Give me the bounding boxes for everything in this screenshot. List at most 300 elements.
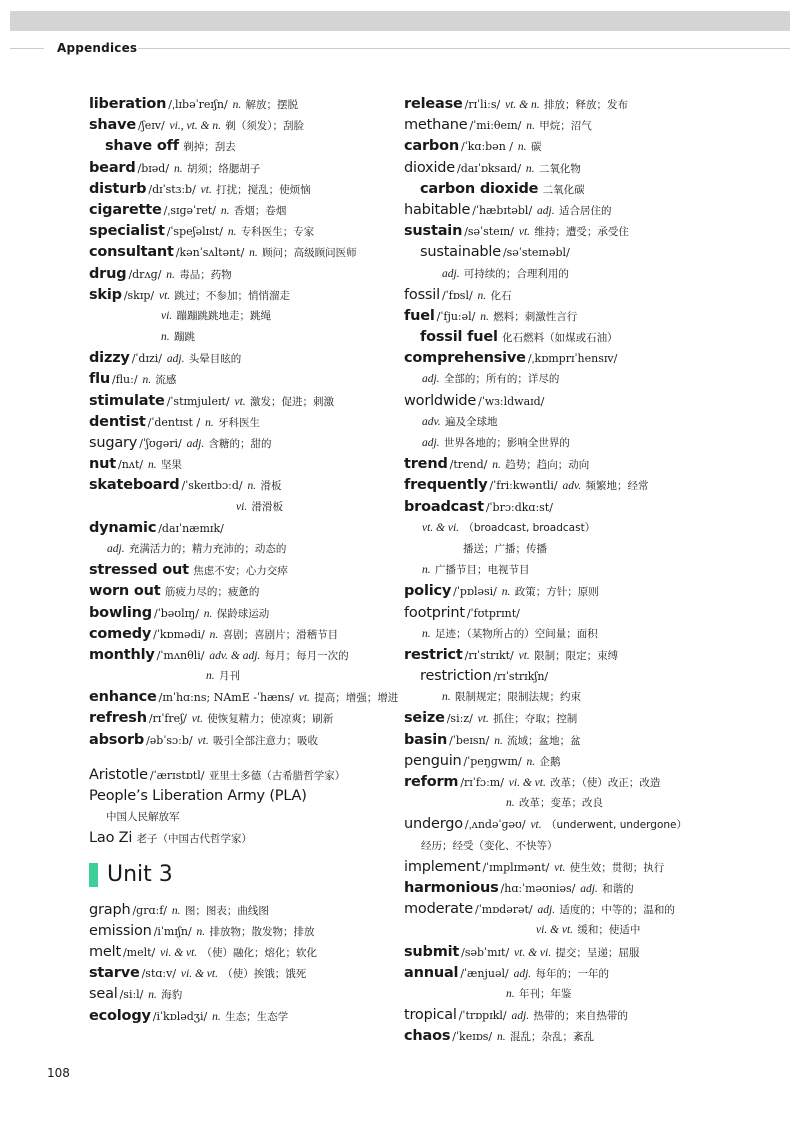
part-of-speech: vt.	[231, 395, 246, 408]
vocab-entry	[404, 645, 794, 666]
vocab-entry	[89, 179, 389, 200]
definition: 含糖的；甜的	[205, 438, 272, 450]
definition: 老子（中国古代哲学家）	[133, 833, 253, 846]
headword: harmonious	[404, 879, 499, 896]
headword: undergo	[404, 816, 463, 833]
phonetic: /ˈkɒmədi/	[153, 627, 205, 641]
vocab-entry	[404, 285, 794, 306]
headword: habitable	[404, 201, 471, 218]
phonetic: /daɪˈɒksaɪd/	[457, 161, 522, 175]
part-of-speech: adj.	[107, 542, 125, 555]
headword: sustain	[404, 223, 463, 240]
definition: 滑滑板	[248, 500, 284, 513]
vocab-entry	[89, 603, 389, 624]
vocab-entry	[404, 560, 794, 581]
part-of-speech: n.	[163, 268, 175, 281]
headword: fossil fuel	[420, 329, 498, 346]
headword: stressed out	[89, 562, 189, 579]
headword: skateboard	[89, 477, 180, 494]
vocab-entry	[89, 475, 389, 496]
phonetic: /ˈspeʃəlɪst/	[166, 225, 223, 239]
definition: 滑板	[257, 480, 282, 493]
headword: broadcast	[404, 498, 484, 515]
headword: monthly	[89, 646, 155, 663]
phonetic: /rɪˈfreʃ/	[148, 712, 187, 726]
headword: refresh	[89, 710, 147, 727]
phonetic: /ˈmiːθeɪn/	[469, 119, 522, 133]
headword: methane	[404, 117, 468, 134]
phonetic: /kənˈsʌltənt/	[175, 246, 245, 260]
headword: worn out	[89, 583, 161, 600]
vocab-entry	[404, 475, 794, 496]
definition: （使）融化；熔化；软化	[198, 946, 318, 959]
headword: sugary	[89, 435, 138, 451]
part-of-speech: n.	[209, 1010, 221, 1023]
definition: 打扰；搅乱；使烦恼	[212, 183, 311, 196]
phonetic: /hɑːˈməʊniəs/	[500, 881, 576, 895]
vocab-entry	[89, 518, 389, 539]
phonetic: /rɪˈfɔːm/	[460, 776, 504, 789]
definition: 适合居住的	[555, 204, 612, 217]
definition: 中国人民解放军	[106, 811, 180, 824]
phonetic: /ˈdentɪst /	[147, 415, 201, 429]
definition: 生态；生态学	[221, 1010, 289, 1023]
headword: frequently	[404, 477, 488, 494]
definition: 吸引全部注意力；吸收	[209, 734, 319, 747]
phonetic: /ˈbeɪsn/	[449, 733, 490, 747]
vocab-entry	[404, 242, 794, 263]
phonetic: /səˈsteɪnəbl/	[502, 246, 570, 260]
part-of-speech: vi. & vt.	[157, 946, 198, 959]
vocab-entry	[89, 412, 389, 433]
definition: 广播节目；电视节目	[431, 564, 530, 577]
definition: 保龄球运动	[213, 607, 270, 620]
headword: nut	[89, 456, 116, 473]
vocab-entry	[89, 1006, 389, 1027]
vocab-entry	[404, 264, 794, 285]
section-header: Appendices	[57, 41, 138, 55]
headword: basin	[404, 731, 448, 748]
part-of-speech: n.	[506, 987, 515, 1000]
definition: （underwent, undergone）	[542, 819, 687, 832]
vocab-entry	[404, 581, 794, 602]
part-of-speech: n.	[514, 141, 527, 154]
part-of-speech: n.	[202, 416, 214, 429]
phonetic: /səbˈmɪt/	[461, 945, 510, 959]
part-of-speech: n.	[523, 755, 536, 768]
phonetic: /ˈhæbɪtəbl/	[472, 203, 533, 217]
definition: 坚果	[157, 459, 182, 472]
headword: annual	[404, 964, 459, 981]
phonetic: /siːz/	[446, 712, 473, 726]
header-rule-left	[10, 48, 44, 49]
definition: 政策；方针；原则	[511, 586, 599, 599]
headword: trend	[404, 456, 448, 473]
part-of-speech: n.	[200, 607, 213, 620]
headword: drug	[89, 265, 127, 282]
phonetic: /drʌɡ/	[128, 267, 162, 281]
definition: 企鹅	[536, 755, 561, 768]
phonetic: /ˈfɒsl/	[441, 288, 473, 302]
definition: 图；图表；曲线图	[181, 904, 269, 917]
vocab-entry	[89, 242, 389, 263]
vocab-entry	[89, 942, 389, 963]
part-of-speech: vt.	[527, 819, 542, 832]
definition: 排放物；散发物；排放	[206, 925, 315, 938]
part-of-speech: n.	[477, 310, 489, 323]
part-of-speech: vt.	[515, 649, 530, 662]
definition: 适度的；中等的；温和的	[556, 904, 675, 917]
vocab-entry	[404, 369, 794, 390]
headword: disturb	[89, 180, 147, 197]
vocab-entry	[89, 327, 389, 348]
vocab-entry	[404, 984, 794, 1005]
phonetic: /trend/	[449, 458, 488, 472]
phonetic: /siːl/	[119, 988, 144, 1002]
vocab-entry	[89, 581, 389, 602]
definition: 遍及全球地	[441, 415, 498, 428]
vocab-entry	[89, 115, 389, 136]
headword: flu	[89, 371, 111, 388]
left-column	[89, 94, 399, 1027]
vocab-entry	[89, 369, 389, 390]
headword: emission	[89, 922, 152, 939]
headword: ecology	[89, 1007, 151, 1024]
vocab-entry	[404, 963, 794, 984]
definition: 热带的；来自热带的	[530, 1010, 628, 1023]
definition: 改革；（使）改正；改造	[546, 777, 661, 789]
definition: 甲烷；沼气	[535, 120, 592, 133]
vocab-entry	[404, 158, 794, 179]
headword: seal	[89, 986, 118, 1003]
phonetic: /bɪəd/	[137, 161, 170, 175]
phonetic: /ˈtrɒpɪkl/	[458, 1009, 507, 1023]
definition: （broadcast, broadcast）	[460, 521, 596, 534]
vocab-entry	[404, 391, 794, 412]
vocab-entry	[89, 645, 389, 666]
definition: 激发；促进；刺激	[246, 395, 335, 408]
part-of-speech: vt. & vi.	[511, 946, 552, 959]
part-of-speech: vt. & n.	[502, 99, 540, 111]
definition: 可持续的；合理利用的	[460, 267, 569, 280]
vocab-entry	[404, 179, 794, 200]
definition: 二氧化物	[535, 162, 581, 175]
vocab-entry	[404, 730, 794, 751]
headword: Aristotle	[89, 766, 148, 783]
vocab-entry	[404, 412, 794, 433]
definition: 化石燃料（如煤或石油）	[498, 332, 618, 345]
part-of-speech: n.	[246, 247, 258, 260]
headword: comedy	[89, 625, 152, 642]
header-rule-right	[138, 48, 790, 49]
part-of-speech: n.	[206, 670, 215, 683]
spacer	[89, 751, 389, 765]
vocab-entry	[89, 136, 389, 157]
definition: 流感	[152, 374, 177, 387]
definition: 经历；经受（变化、不快等）	[421, 839, 558, 852]
vocab-entry	[404, 327, 794, 348]
part-of-speech: adj.	[183, 438, 205, 450]
headword: footprint	[404, 604, 465, 621]
headword: dioxide	[404, 159, 455, 176]
headword: reform	[404, 774, 459, 790]
phonetic: /nʌt/	[117, 458, 144, 472]
vocab-entry	[89, 984, 389, 1005]
part-of-speech: n.	[474, 289, 487, 302]
phonetic: /ˈmɒdərət/	[474, 903, 533, 917]
vocab-entry	[89, 963, 389, 984]
part-of-speech: vi. & vt.	[536, 924, 574, 937]
definition: 和谐的	[598, 882, 634, 895]
phonetic: /daɪˈnæmɪk/	[158, 521, 224, 535]
part-of-speech: n.	[422, 627, 431, 640]
unit-title: Unit 3	[107, 861, 173, 887]
vocab-entry	[89, 624, 389, 645]
headword: cigarette	[89, 201, 162, 218]
part-of-speech: n.	[489, 459, 501, 472]
phonetic: /stɑːv/	[141, 967, 177, 981]
phonetic: /ɪnˈhɑːns; NAmE -ˈhæns/	[158, 691, 294, 705]
vocab-entry	[89, 306, 389, 327]
headword: sustainable	[420, 244, 501, 261]
vocab-entry	[404, 751, 794, 772]
definition: 使生效；贯彻；执行	[566, 861, 665, 874]
phonetic: /iˈkɒlədʒi/	[152, 1009, 208, 1023]
part-of-speech: adj.	[442, 267, 460, 280]
headword: dynamic	[89, 519, 157, 536]
part-of-speech: vi.	[161, 309, 173, 322]
definition: 头晕目眩的	[185, 353, 242, 366]
phonetic: /səˈsteɪn/	[464, 225, 514, 239]
part-of-speech: vt.	[474, 713, 489, 726]
vocab-entry	[89, 730, 389, 751]
vocab-entry	[89, 786, 389, 807]
headword: worldwide	[404, 392, 477, 409]
definition: 焦虑不安；心力交瘁	[189, 565, 288, 578]
headword: shave off	[105, 138, 179, 155]
vocab-entry	[404, 687, 794, 708]
headword: restrict	[404, 646, 463, 663]
part-of-speech: adj.	[422, 373, 440, 386]
vocab-entry	[89, 200, 389, 221]
part-of-speech: adj.	[534, 204, 555, 217]
vocab-entry	[89, 828, 389, 849]
part-of-speech: n.	[506, 797, 515, 810]
part-of-speech: adv.	[559, 480, 582, 493]
part-of-speech: vt.	[156, 289, 171, 302]
part-of-speech: n.	[193, 925, 206, 938]
definition: 燃料；刺激性言行	[489, 310, 578, 323]
definition: 月刊	[215, 670, 240, 683]
headword: melt	[89, 943, 121, 960]
phonetic: /ˌʌndəˈɡəʊ/	[464, 818, 526, 832]
phonetic: /iˈmɪʃn/	[153, 924, 192, 938]
phonetic: /fluː/	[112, 373, 138, 387]
vocab-entry	[404, 708, 794, 729]
headword: specialist	[89, 223, 165, 240]
vocab-entry	[89, 391, 389, 412]
part-of-speech: n.	[168, 904, 181, 917]
phonetic: /ˈskeɪtbɔːd/	[181, 479, 243, 493]
definition: 牙科医生	[214, 416, 261, 429]
definition: 足迹；（某物所占的）空间量；面积	[431, 627, 598, 640]
vocab-entry	[89, 433, 389, 454]
vocab-entry	[404, 306, 794, 327]
vocab-entry	[89, 285, 389, 306]
phonetic: /skɪp/	[123, 288, 155, 302]
headword: moderate	[404, 901, 473, 918]
phonetic: /ˈænjuəl/	[460, 966, 509, 980]
part-of-speech: n.	[145, 989, 157, 1002]
definition: 维持；遭受；承受住	[531, 226, 629, 239]
part-of-speech: n.	[442, 691, 451, 704]
part-of-speech: n.	[139, 374, 152, 387]
definition: 流域；盆地；盆	[503, 734, 581, 747]
headword: carbon	[404, 138, 459, 155]
headword: liberation	[89, 96, 167, 112]
vocab-entry	[89, 765, 389, 786]
headword: People’s Liberation Army (PLA)	[89, 788, 307, 804]
part-of-speech: adj.	[508, 1010, 530, 1023]
vocab-entry	[404, 603, 794, 624]
headword: carbon dioxide	[420, 180, 539, 197]
vocab-entry	[404, 942, 794, 963]
definition: 筋疲力尽的；疲惫的	[161, 586, 260, 599]
phonetic: /ˈbəʊlɪŋ/	[153, 606, 199, 620]
definition: 抓住；夺取；控制	[489, 713, 578, 726]
part-of-speech: vi., vt. & n.	[166, 120, 221, 133]
definition: 提高；增强；增进	[310, 692, 399, 705]
part-of-speech: n.	[206, 628, 219, 641]
headword: seize	[404, 710, 445, 727]
part-of-speech: n.	[523, 162, 535, 175]
phonetic: /ˈpɒləsi/	[453, 585, 497, 599]
part-of-speech: adj.	[510, 967, 532, 980]
definition: 改革；变革；改良	[515, 797, 603, 810]
part-of-speech: vt.	[551, 861, 566, 874]
vocab-entry	[89, 221, 389, 242]
part-of-speech: vt.	[188, 713, 203, 726]
part-of-speech: vt.	[515, 226, 531, 239]
headword: fuel	[404, 307, 435, 324]
phonetic: /ˈærɪstɒtl/	[149, 768, 205, 782]
vocab-entry	[404, 136, 794, 157]
vocab-entry	[89, 560, 389, 581]
headword: graph	[89, 901, 131, 918]
vocab-entry	[89, 497, 389, 518]
definition: 香烟；卷烟	[230, 204, 287, 217]
page-number: 108	[47, 1066, 70, 1080]
part-of-speech: vi. & vt.	[505, 777, 546, 789]
phonetic: /ˈfriːkwəntli/	[489, 479, 558, 493]
definition: 每月；每月一次的	[261, 649, 349, 662]
part-of-speech: vt.	[197, 183, 212, 196]
headword: chaos	[404, 1028, 451, 1045]
vocab-entry	[89, 666, 389, 687]
part-of-speech: n.	[161, 331, 170, 344]
top-banner	[10, 11, 790, 31]
definition: 排放；释放；发布	[540, 99, 628, 111]
part-of-speech: n.	[218, 204, 230, 217]
definition: 碳	[527, 141, 542, 154]
definition: 世界各地的；影响全世界的	[440, 437, 570, 449]
part-of-speech: n.	[229, 99, 242, 111]
headword: implement	[404, 858, 481, 875]
headword: policy	[404, 583, 452, 600]
part-of-speech: n.	[171, 162, 183, 175]
definition: 趋势；趋向；动向	[501, 459, 590, 472]
unit-accent-bar	[89, 863, 98, 887]
phonetic: /ˈmʌnθli/	[156, 648, 205, 662]
definition: 跳过；不参加；悄悄溜走	[171, 289, 291, 302]
vocab-entry	[404, 348, 794, 369]
phonetic: /ˈfjuːəl/	[436, 309, 476, 323]
definition: 播送；广播；传播	[463, 542, 547, 555]
headword: absorb	[89, 731, 145, 748]
definition: 顾问；高级顾问医师	[258, 247, 357, 260]
headword: bowling	[89, 604, 152, 621]
vocab-entry	[404, 497, 794, 518]
vocab-list-unit2	[89, 94, 399, 751]
vocab-entry	[404, 1005, 794, 1026]
headword: skip	[89, 286, 122, 303]
definition: 喜剧；喜剧片；滑稽节目	[219, 628, 339, 641]
phonetic: /melt/	[122, 945, 156, 959]
vocab-entry	[404, 94, 794, 115]
headword: dentist	[89, 413, 146, 430]
vocab-entry	[404, 518, 794, 539]
definition: 限制规定；限制法规；约束	[451, 691, 581, 704]
part-of-speech: adv. & adj.	[206, 649, 261, 662]
vocab-entry	[404, 1026, 794, 1047]
vocab-entry	[89, 264, 389, 285]
phonetic: /dɪˈstɜːb/	[148, 182, 196, 196]
part-of-speech: adv.	[422, 415, 441, 428]
part-of-speech: adj.	[164, 353, 185, 366]
headword: beard	[89, 159, 136, 176]
vocab-entry	[89, 348, 389, 369]
proper-noun-list	[89, 765, 389, 850]
vocab-entry	[89, 158, 389, 179]
definition: 胡须；络腮胡子	[183, 162, 261, 175]
phonetic: /rɪˈliːs/	[464, 98, 501, 111]
phonetic: /ˈɪmplɪmənt/	[482, 860, 550, 874]
headword: comprehensive	[404, 350, 526, 367]
phonetic: /ɡrɑːf/	[132, 903, 167, 917]
part-of-speech: adj.	[422, 437, 440, 449]
definition: 解放；摆脱	[242, 99, 299, 111]
vocab-entry	[404, 200, 794, 221]
definition: 海豹	[157, 989, 183, 1002]
phonetic: /rɪˈstrɪkʃn/	[493, 670, 549, 684]
part-of-speech: n.	[224, 226, 237, 239]
phonetic: /rɪˈstrɪkt/	[464, 648, 514, 662]
definition: 每年的；一年的	[532, 967, 609, 980]
phonetic: /ˈfʊtprɪnt/	[466, 606, 520, 620]
part-of-speech: n.	[491, 734, 503, 747]
vocab-entry	[89, 94, 389, 115]
definition: 毒品；药物	[175, 268, 232, 281]
phonetic: /ˌlɪbəˈreɪʃn/	[168, 98, 228, 111]
definition: 缓和；使适中	[574, 924, 641, 937]
definition: 频繁地；经常	[582, 480, 649, 493]
vocab-entry	[89, 539, 389, 560]
phonetic: /ˈdɪzi/	[131, 352, 162, 366]
headword: dizzy	[89, 350, 130, 367]
definition: 限制；限定；束缚	[530, 649, 619, 662]
phonetic: /ˌkɒmprɪˈhensɪv/	[527, 352, 618, 366]
phonetic: /ˈkeɪɒs/	[452, 1030, 493, 1044]
